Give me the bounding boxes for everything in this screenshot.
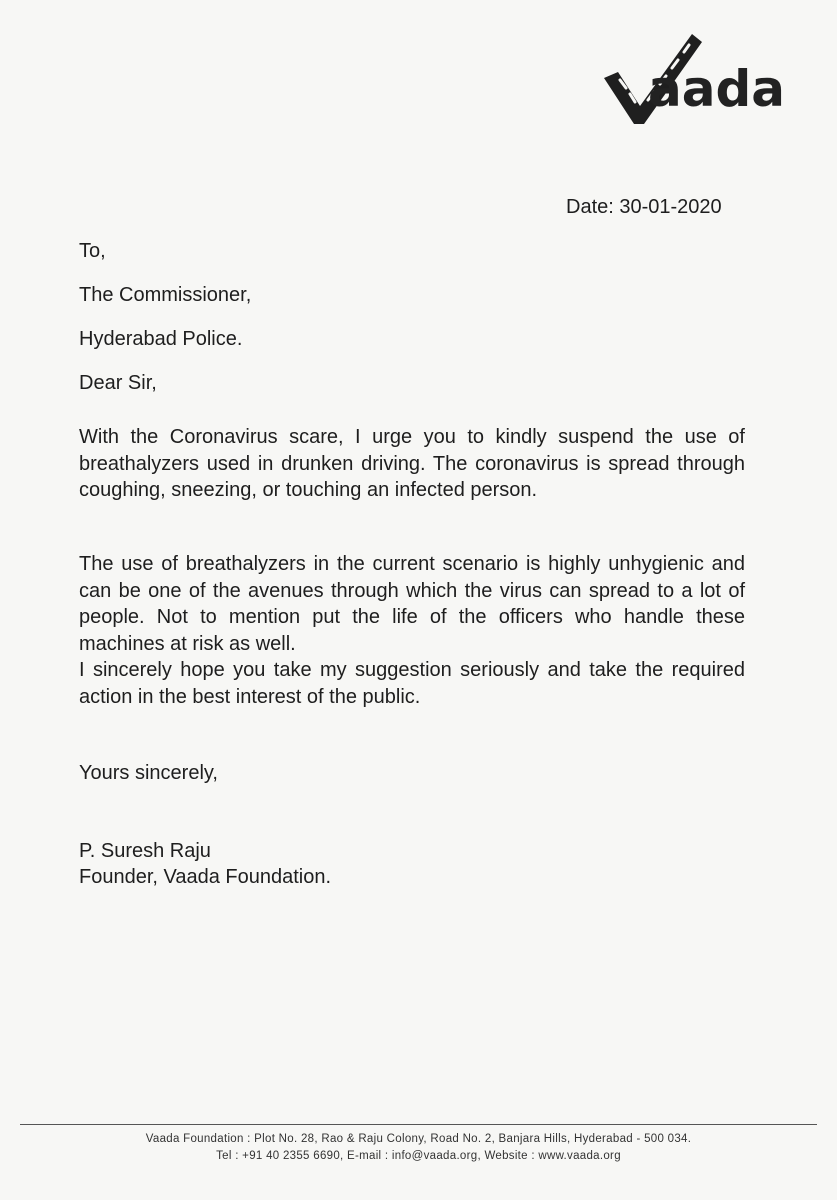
salutation: Dear Sir, xyxy=(79,372,157,394)
signature-designation: Founder, Vaada Foundation. xyxy=(79,866,332,888)
vaada-logo xyxy=(600,28,806,128)
logo-wordmark: aada xyxy=(648,60,786,118)
body-paragraph-2 xyxy=(79,551,745,710)
body-paragraph-1 xyxy=(79,424,745,504)
footer-divider xyxy=(20,1124,817,1125)
recipient-title: The Commissioner, xyxy=(79,284,252,306)
closing: Yours sincerely, xyxy=(79,762,218,784)
body-paragraph-2-text: The use of breathalyzers in the current scenario is highly unhygienic and can be one of the avenues through which the virus can spread to a lot of people. Not to mention put the life of the officers who handle these machines at risk as well. xyxy=(79,553,745,655)
recipient-to: To, xyxy=(79,240,106,262)
body-paragraph-1-text: With the Coronavirus scare, I urge you to kindly suspend the use of breathalyzers used in drunken driving. The coronavirus is spread through coughing, sneezing, or touching an infected person. xyxy=(79,426,745,501)
body-paragraph-3-text: I sincerely hope you take my suggestion seriously and take the required action in the best interest of the public. xyxy=(79,659,745,708)
signature-name: P. Suresh Raju xyxy=(79,840,211,862)
footer-address: Vaada Foundation : Plot No. 28, Rao & Raju Colony, Road No. 2, Banjara Hills, Hyderabad - 500 034. xyxy=(145,1133,692,1145)
recipient-organization: Hyderabad Police. xyxy=(79,328,243,350)
footer-contact: Tel : +91 40 2355 6690, E-mail : info@vaada.org, Website : www.vaada.org xyxy=(216,1150,621,1162)
letter-date: Date: 30-01-2020 xyxy=(566,196,722,218)
